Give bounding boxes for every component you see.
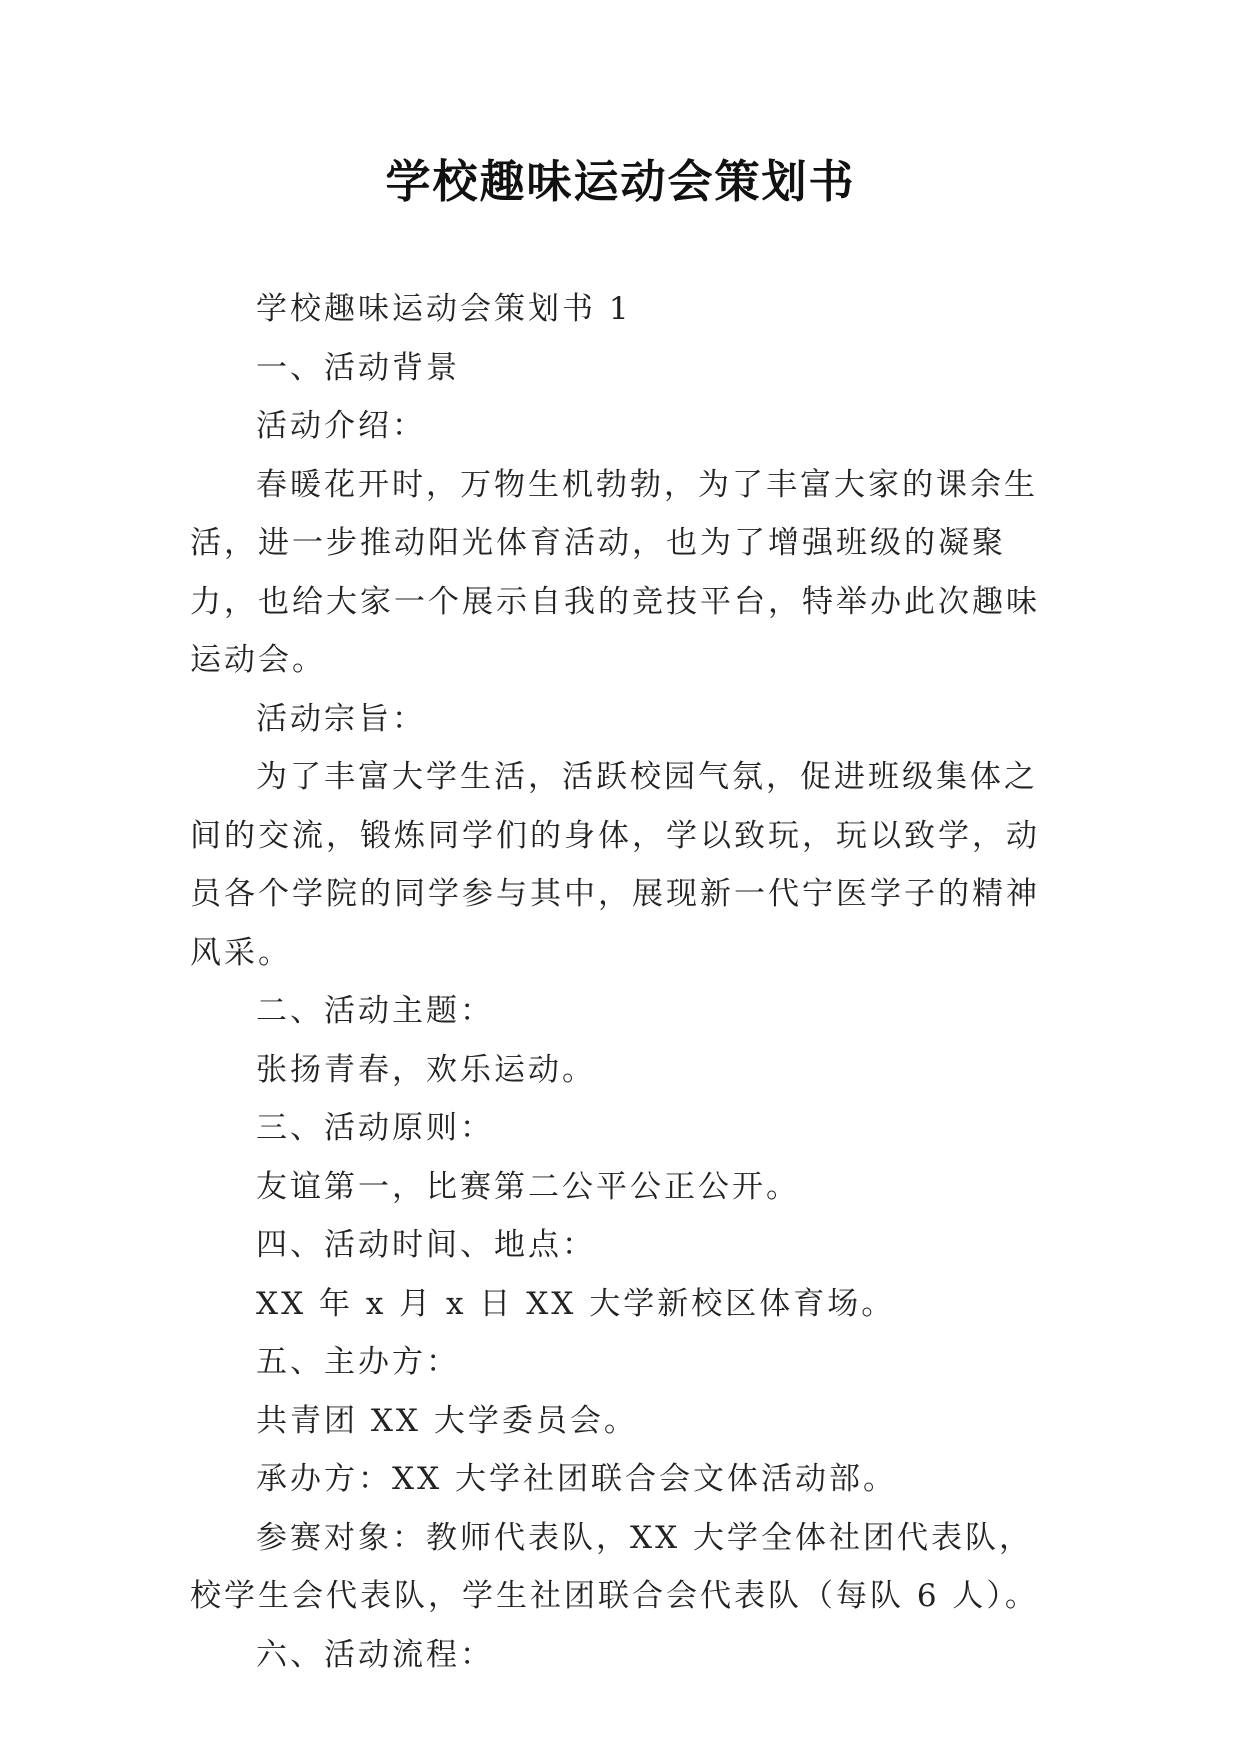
subtitle-paragraph: 学校趣味运动会策划书 1 <box>256 291 632 327</box>
section-heading-process: 六、活动流程： <box>256 1636 494 1673</box>
section-heading-organizer: 五、主办方： <box>256 1344 460 1380</box>
label-purpose: 活动宗旨： <box>256 700 426 737</box>
principles-paragraph: 友谊第一，比赛第二公平公正公开。 <box>256 1168 800 1205</box>
section-heading-time-place: 四、活动时间、地点： <box>256 1227 596 1263</box>
document-body <box>190 280 1051 1684</box>
section-heading-theme: 二、活动主题： <box>256 993 494 1029</box>
purpose-paragraph: 为了丰富大学生活，活跃校园气氛，促进班级集体之间的交流，锻炼同学们的身体，学以致玩，玩以致学，动员各个学院的同学参与其中，展现新一代宁医学子的精神风采。 <box>190 759 1040 971</box>
participants-paragraph: 参赛对象：教师代表队，XX 大学全体社团代表队，校学生会代表队，学生社团联合会代表队（每队 6 人）。 <box>190 1519 1039 1614</box>
time-place-paragraph: XX 年 x 月 x 日 XX 大学新校区体育场。 <box>256 1285 896 1322</box>
section-heading-principles: 三、活动原则： <box>256 1110 494 1146</box>
document-title: 学校趣味运动会策划书 <box>385 155 856 208</box>
section-heading-background: 一、活动背景 <box>256 349 460 386</box>
label-introduction: 活动介绍： <box>256 408 426 444</box>
theme-paragraph: 张扬青春，欢乐运动。 <box>256 1051 596 1088</box>
co-organizer-paragraph: 承办方：XX 大学社团联合会文体活动部。 <box>256 1461 897 1497</box>
organizer-paragraph: 共青团 XX 大学委员会。 <box>256 1402 638 1439</box>
introduction-paragraph: 春暖花开时，万物生机勃勃，为了丰富大家的课余生活，进一步推动阳光体育活动，也为了增强班级的凝聚力，也给大家一个展示自我的竞技平台，特举办此次趣味运动会。 <box>190 466 1040 678</box>
